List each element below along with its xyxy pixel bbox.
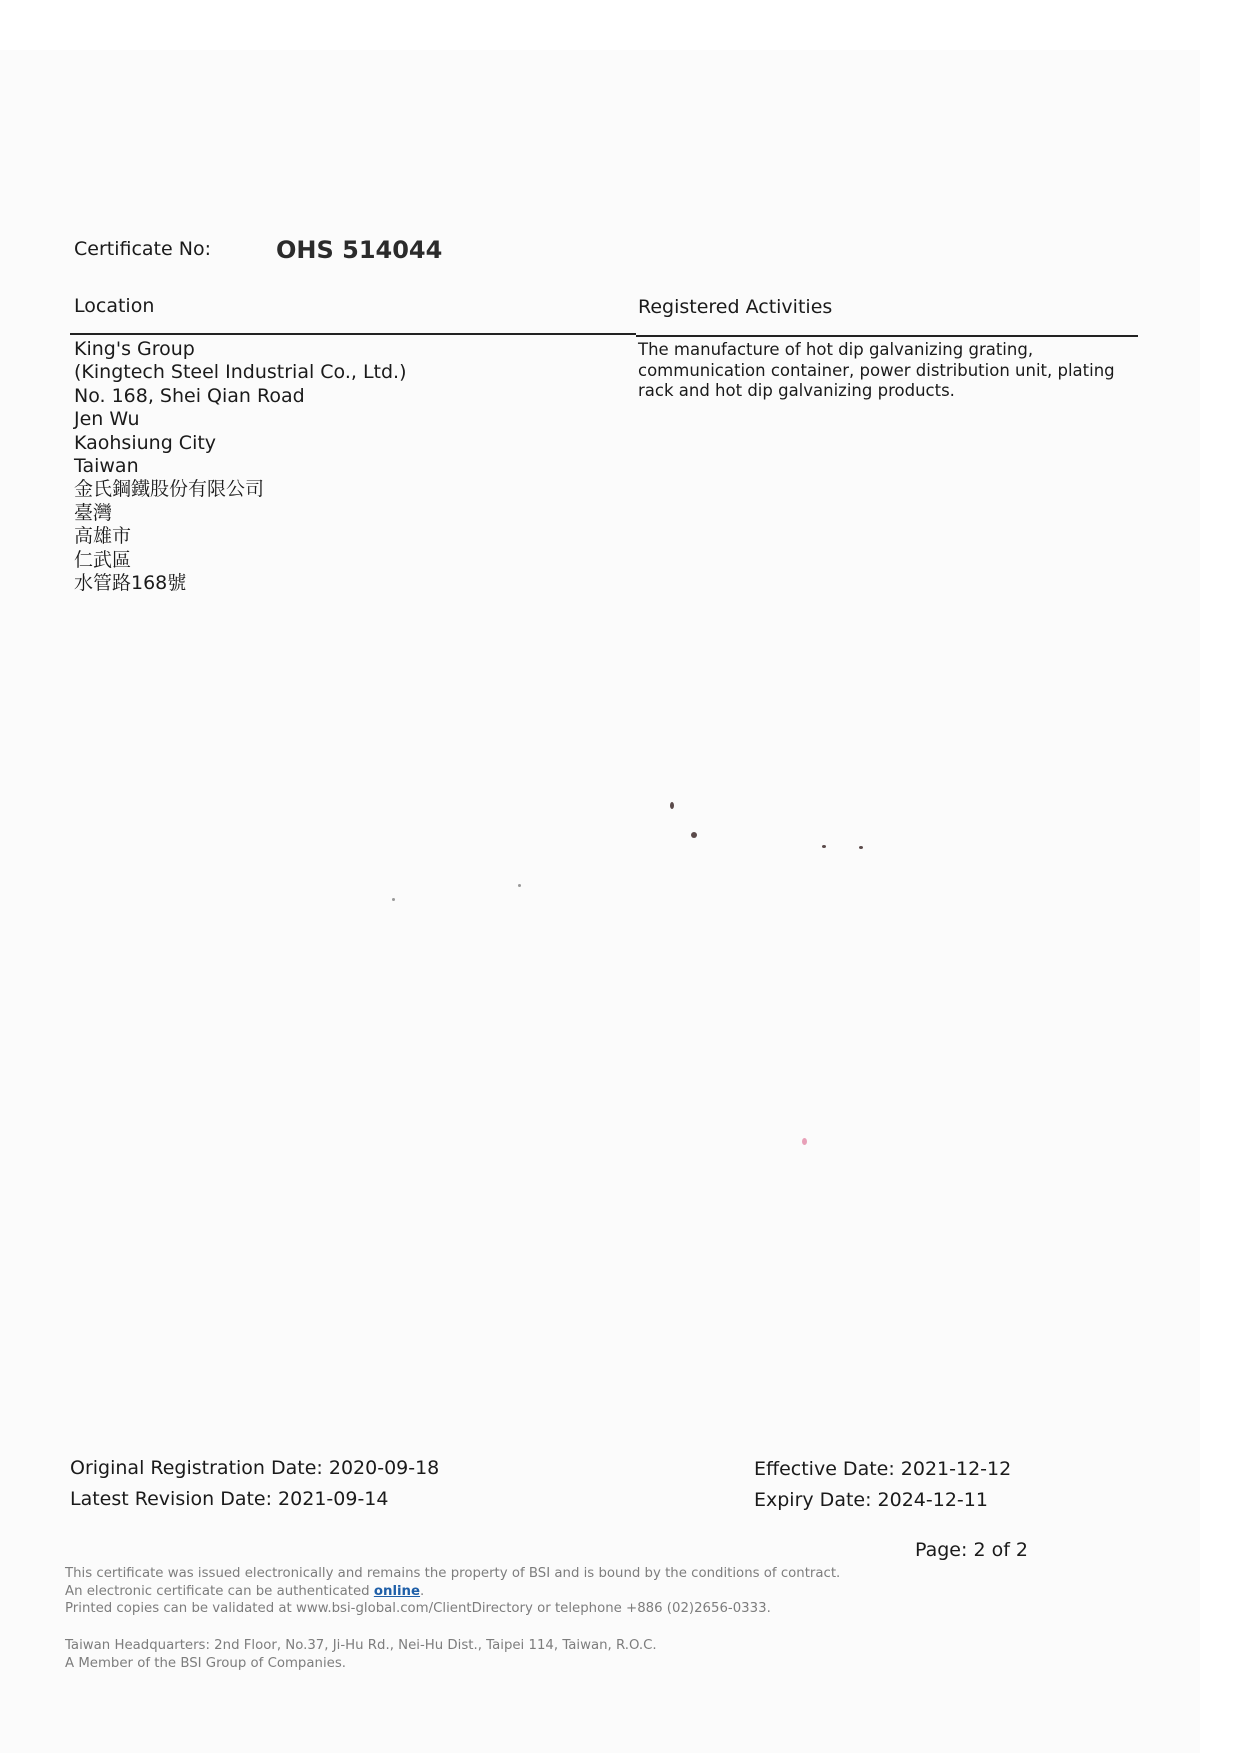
- original-registration-date: Original Registration Date: 2020-09-18: [70, 1457, 440, 1479]
- address-line-chinese: 水管路168號: [74, 572, 187, 595]
- expiry-date: Expiry Date: 2024-12-11: [754, 1489, 988, 1511]
- scan-speck: [691, 832, 697, 838]
- address-line-chinese: 臺灣: [74, 501, 113, 524]
- scan-speck: [859, 846, 863, 849]
- scan-speck: [670, 802, 674, 809]
- address-line-chinese: 高雄市: [74, 525, 132, 548]
- footer-line-text: .: [420, 1583, 425, 1599]
- footer-headquarters: [65, 1637, 657, 1672]
- activities-heading-divider: [636, 335, 1138, 337]
- certificate-number-label: Certificate No:: [74, 238, 211, 260]
- location-column-heading: Location: [74, 295, 155, 317]
- address-line: Jen Wu: [74, 408, 140, 431]
- address-line-chinese: 金氏鋼鐵股份有限公司: [74, 478, 265, 501]
- latest-revision-date: Latest Revision Date: 2021-09-14: [70, 1488, 389, 1510]
- footer-line: This certificate was issued electronically and remains the property of BSI and is bound by the conditions of contract.: [65, 1566, 841, 1581]
- registered-activities-text: The manufacture of hot dip galvanizing grating, communication container, power distribution unit, plating rack and hot dip galvanizing products.: [638, 340, 1115, 400]
- scan-speck: [518, 884, 521, 887]
- footer-line: Taiwan Headquarters: 2nd Floor, No.37, Ji-Hu Rd., Nei-Hu Dist., Taipei 114, Taiwan, R.O.C.: [65, 1638, 657, 1653]
- location-heading-divider: [70, 333, 636, 335]
- effective-date: Effective Date: 2021-12-12: [754, 1458, 1012, 1480]
- footer-validation-notice: [65, 1565, 840, 1618]
- footer-line: [65, 1583, 840, 1601]
- footer-line: Printed copies can be validated at www.bsi-global.com/ClientDirectory or telephone +886 (02)2656-0333.: [65, 1601, 771, 1616]
- certificate-number: OHS 514044: [276, 236, 443, 264]
- address-line: (Kingtech Steel Industrial Co., Ltd.): [74, 361, 407, 384]
- address-line: Taiwan: [74, 455, 139, 478]
- address-line: No. 168, Shei Qian Road: [74, 384, 305, 407]
- activities-column-heading: Registered Activities: [638, 296, 833, 318]
- address-line: King's Group: [74, 338, 195, 360]
- online-authentication-link[interactable]: online: [373, 1583, 421, 1599]
- scan-speck: [392, 898, 395, 901]
- page-number: Page: 2 of 2: [915, 1539, 1029, 1561]
- location-address-block: [74, 338, 407, 595]
- footer-line: A Member of the BSI Group of Companies.: [65, 1655, 346, 1671]
- address-line-chinese: 仁武區: [74, 548, 132, 571]
- scan-speck: [802, 1138, 807, 1145]
- footer-line-text: An electronic certificate can be authenticated: [65, 1583, 374, 1599]
- address-line: Kaohsiung City: [74, 431, 217, 454]
- scan-speck: [822, 845, 826, 848]
